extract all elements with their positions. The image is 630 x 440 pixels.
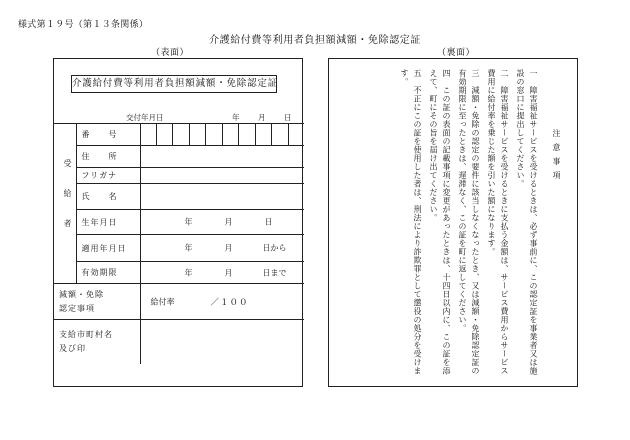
- birthdate-label: 生年月日: [76, 210, 140, 235]
- document-title: 介護給付費等利用者負担額減額・免除認定証: [209, 35, 421, 46]
- applicable-date-label: 適用年月日: [76, 235, 140, 262]
- issue-month-unit: 月: [258, 113, 266, 122]
- notes-heading: 注意事項: [552, 129, 561, 185]
- reduction-label: 減額・免除 認定事項: [54, 284, 140, 320]
- name-field[interactable]: [140, 184, 304, 210]
- card-title: 介護給付費等利用者負担額減額・免除認定証: [71, 75, 277, 93]
- name-label: 氏 名: [76, 184, 140, 210]
- issue-date-label: 交付年月日: [126, 113, 164, 122]
- number-field[interactable]: [140, 124, 304, 146]
- validity-label: 有効期限: [76, 262, 140, 284]
- front-card: [53, 58, 303, 387]
- back-side-label: （裏面）: [437, 48, 476, 58]
- address-label: 住 所: [76, 146, 140, 168]
- note-2: 二 障害福祉サービスを受けるときに支払う金額は、サービス費用からサービス費用に給付率を乗じた額を引いた額になります。: [487, 69, 509, 375]
- back-card: [328, 58, 578, 387]
- issue-day-unit: 日: [284, 113, 292, 122]
- front-side-label: （表面）: [151, 48, 190, 58]
- notes-text: [395, 69, 563, 379]
- benefit-rate-label: 給付率: [150, 297, 175, 306]
- payer-field[interactable]: [140, 320, 304, 364]
- validity-field[interactable]: 年 月 日まで: [140, 262, 304, 284]
- note-3: 三 減額・免除の認定の要件に該当しなくなったとき、又は減額・免除認定証の有効期限に至ったときは、遅滞なく、この証を町に返してください。: [458, 69, 480, 375]
- address-field[interactable]: [140, 146, 304, 168]
- payer-label: 支給市町村名 及び印: [54, 320, 140, 364]
- number-label: 番 号: [76, 124, 140, 146]
- benefit-rate-value: ／１００: [210, 297, 249, 308]
- applicable-date-field[interactable]: 年 月 日から: [140, 235, 304, 262]
- benefit-rate-field[interactable]: [140, 284, 304, 320]
- form-number: 様式第１９号（第１３条関係）: [18, 20, 149, 30]
- furigana-label: フリガナ: [76, 168, 140, 184]
- note-1: 一 障害福祉サービスを受けるときは、必ず事前に、この認定証を事業者又は施設の窓口に提出してください。: [516, 69, 538, 375]
- note-4: 四 この証の表面の記載事項に変更があったときは、十四日以内に、この証を添えて、町にその旨を届け出てください。: [429, 69, 451, 375]
- recipient-table: [54, 123, 304, 364]
- furigana-field[interactable]: [140, 168, 304, 184]
- note-5: 五 不正にこの証を使用した者は、刑法により詐欺罪として懲役の処分を受けます。: [400, 69, 422, 375]
- birthdate-field[interactable]: 年 月 日: [140, 210, 304, 235]
- recipient-label: 受給者: [54, 124, 76, 284]
- issue-year-unit: 年: [232, 113, 240, 122]
